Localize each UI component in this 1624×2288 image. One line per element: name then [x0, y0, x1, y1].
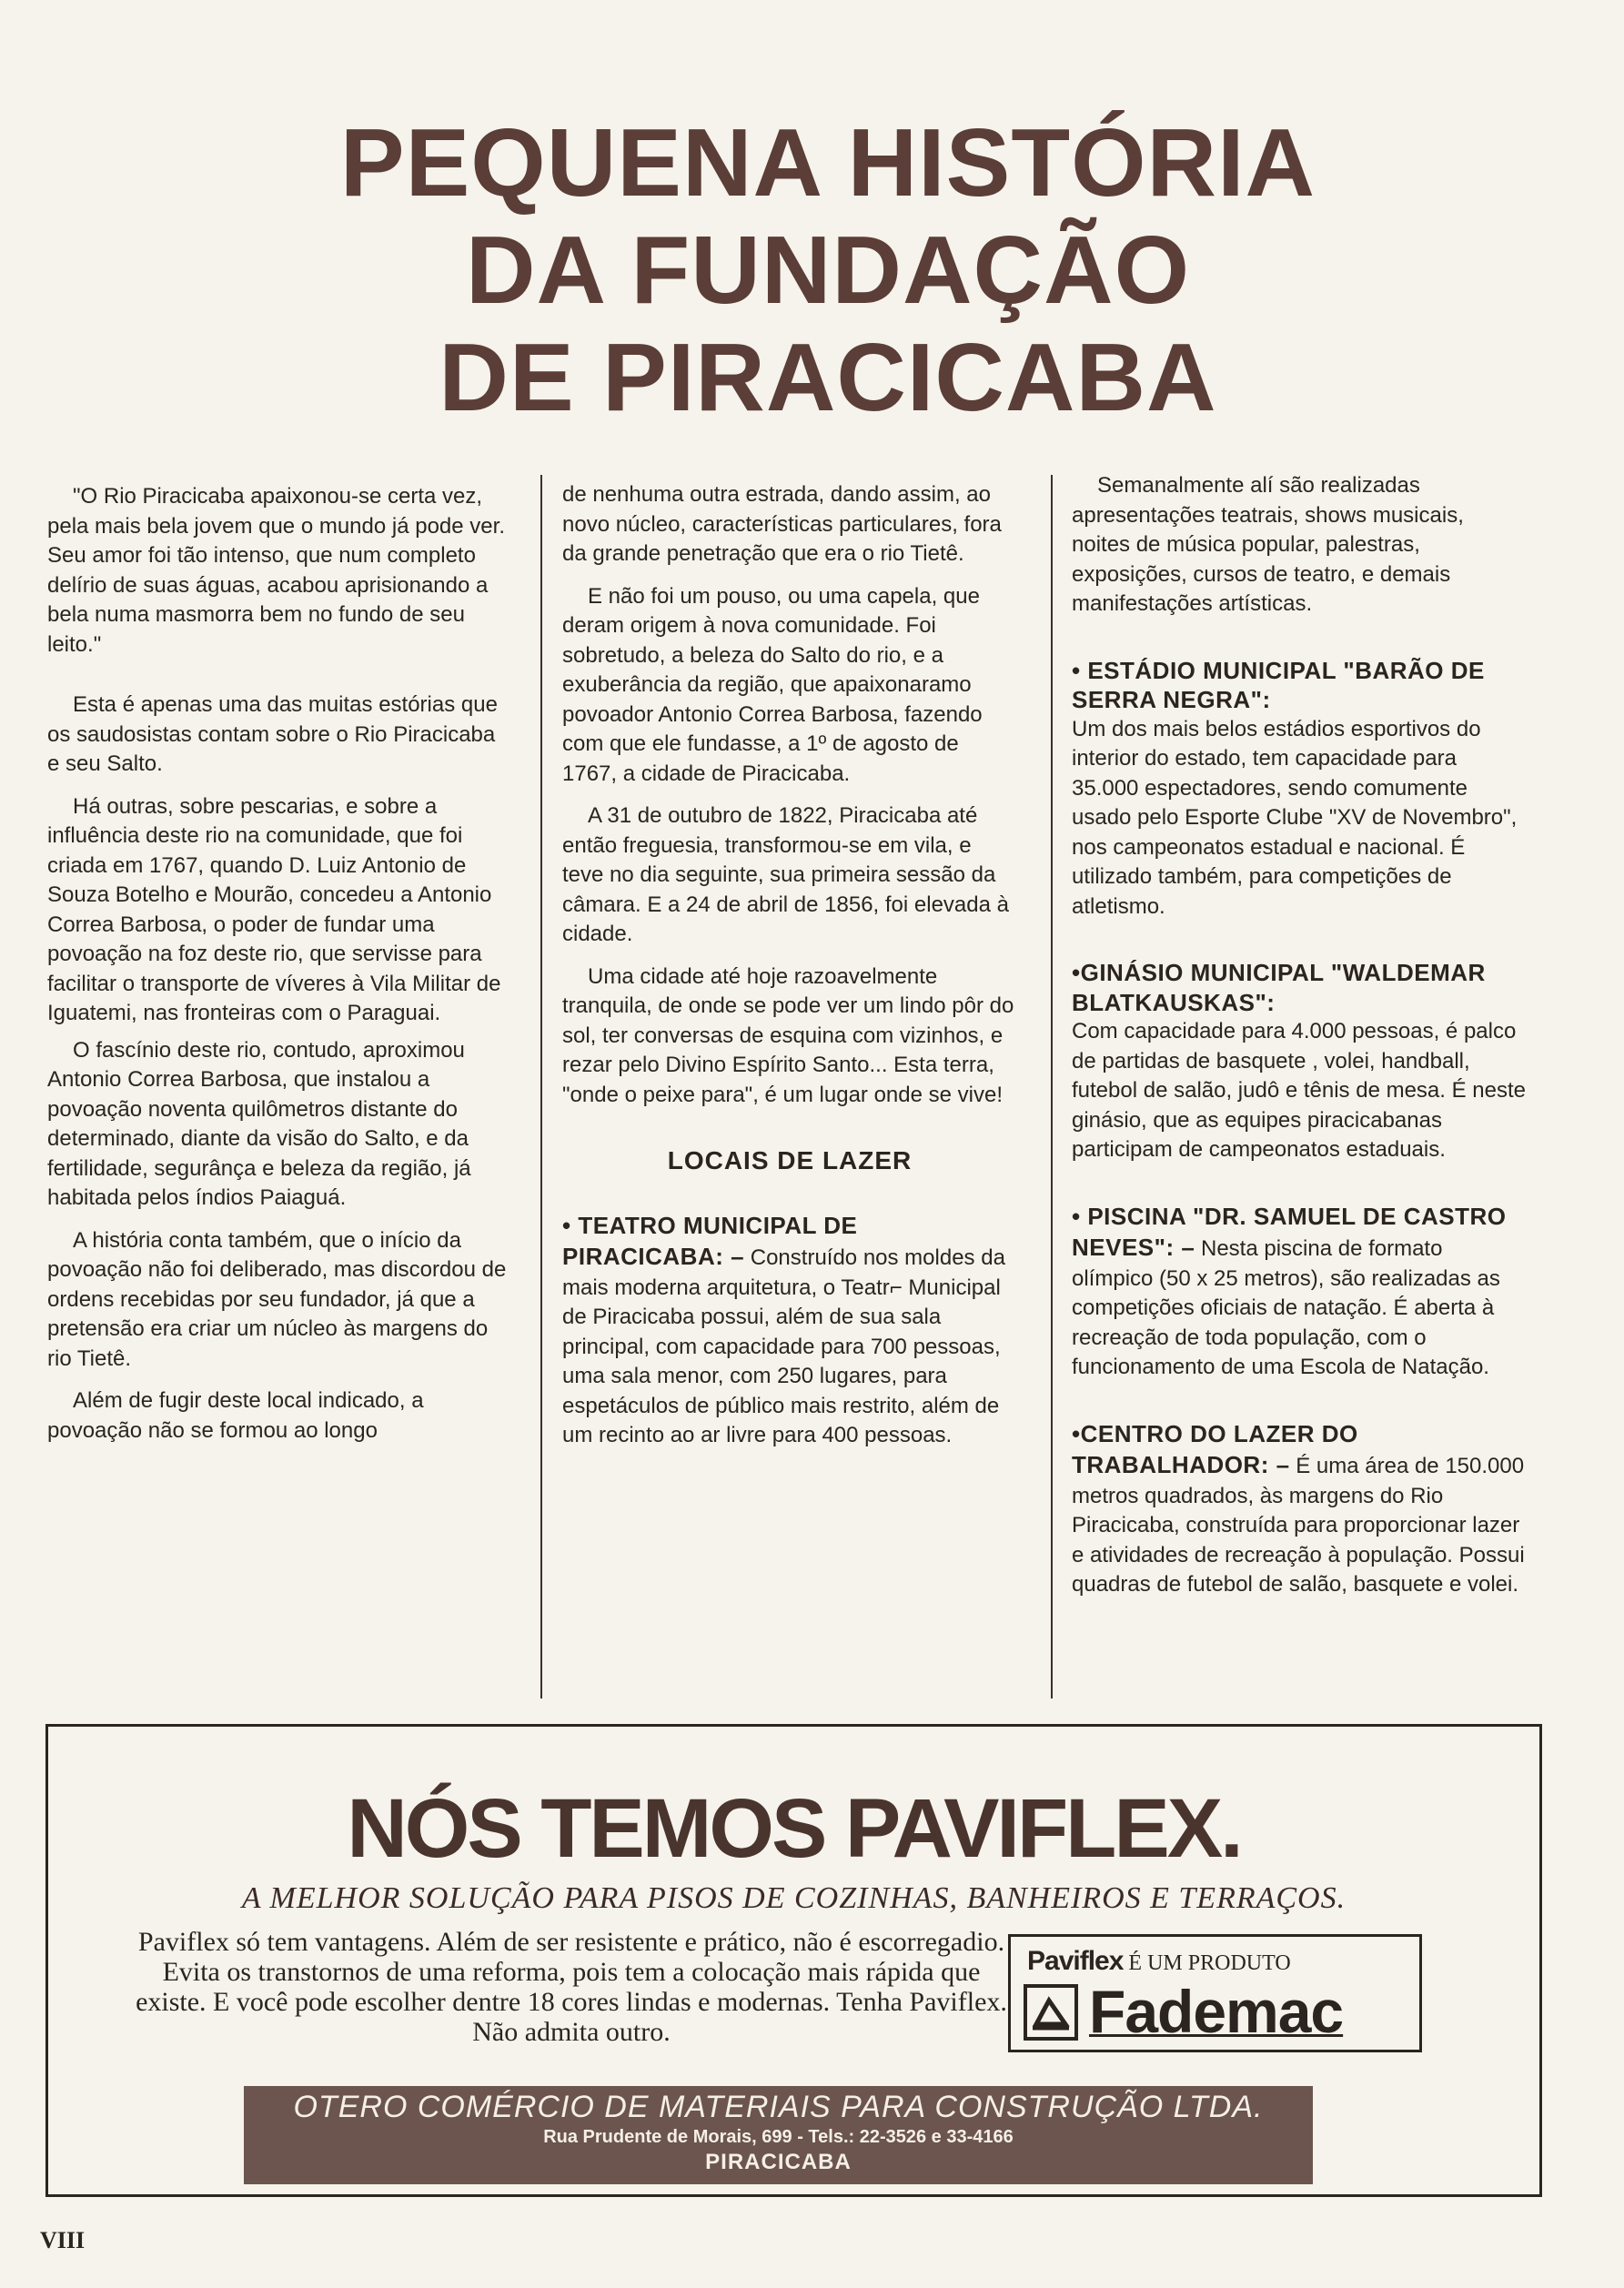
paragraph: de nenhuma outra estrada, dando assim, ao novo núcleo, características particulares, fora da grande penetração que era o rio Tietê.	[562, 482, 1002, 566]
paragraph: Semanalmente alí são realizadas apresentações teatrais, shows musicais, noites de música popular, palestras, exposições, cursos de teatro, e demais manifestações artísticas.	[1072, 473, 1464, 616]
leisure-item-estadio	[1072, 656, 1527, 922]
manufacturer-caption	[1027, 1946, 1291, 1977]
headline-line-3: DE PIRACICABA	[439, 324, 1217, 431]
ad-body-text: Paviflex só tem vantagens. Além de ser resistente e prático, não é escorregadio. Evita os transtornos de uma reforma, pois tem a colocação mais rápida que existe. E você pode escolher dentre 18 cores lindas e modernas. Tenha Paviflex. Não admita outro.	[136, 1927, 1007, 2047]
paviflex-advertisement	[45, 1724, 1542, 2197]
ad-tagline: A MELHOR SOLUÇÃO PARA PISOS DE COZINHAS, BANHEIROS E TERRAÇOS.	[241, 1881, 1347, 1915]
dealer-banner	[244, 2086, 1313, 2184]
fademac-wordmark: Fademac	[1089, 1978, 1344, 2045]
dealer-city: PIRACICABA	[705, 2150, 852, 2174]
leisure-item-teatro	[562, 1211, 1017, 1451]
page-number: VIII	[40, 2227, 86, 2253]
column-divider-1	[540, 475, 542, 1698]
leisure-item-piscina	[1072, 1202, 1527, 1383]
item-text: Com capacidade para 4.000 pessoas, é palco de partidas de basquete , volei, handball, futebol de salão, judô e tênis de mesa. É neste ginásio, que as equipes piracicabanas participam de campeonatos estaduais.	[1072, 1019, 1526, 1162]
item-text: Nesta piscina de formato olímpico (50 x 25 metros), são realizadas as competições oficiais de natação. É aberta à recreação de toda população, com o funcionamento de uma Escola de Natação.	[1072, 1236, 1500, 1379]
item-title: •GINÁSIO MUNICIPAL "WALDEMAR BLATKAUSKAS":	[1072, 959, 1486, 1016]
item-title: • ESTÁDIO MUNICIPAL "BARÃO DE SERRA NEGRA":	[1072, 656, 1485, 713]
leisure-item-ginasio	[1072, 958, 1527, 1165]
paragraph: E não foi um pouso, ou uma capela, que deram origem à nova comunidade. Foi sobretudo, a beleza do Salto do rio, e a exuberância da região, que apaixonaramo povoador Antonio Correa Barbosa, fazendo com que ele fundasse, a 1º de agosto de 1767, a cidade de Piracicaba.	[562, 583, 983, 786]
column-divider-2	[1051, 475, 1053, 1698]
paragraph: O fascínio deste rio, contudo, aproximou Antonio Correa Barbosa, que instalou a povoação noventa quilômetros distante do determinado, diante da visão do Salto, e da fertilidade, segurânça e beleza da região, já habitada pelos índios Paiaguá.	[47, 1037, 471, 1210]
article-column-2	[562, 480, 1017, 1464]
paviflex-wordmark: Paviflex	[1027, 1946, 1124, 1976]
item-title: • TEATRO MUNICIPAL DE PIRACICABA: –	[562, 1211, 858, 1270]
item-text: Um dos mais belos estádios esportivos do interior do estado, tem capacidade para 35.000 espectadores, sendo comumente usado pelo Esporte Clube "XV de Novembro", nos campeonatos estadual e nacional. É utilizado também, para competições de atletismo.	[1072, 716, 1518, 919]
item-title: • PISCINA "DR. SAMUEL DE CASTRO NEVES": –	[1072, 1202, 1507, 1261]
section-heading: LOCAIS DE LAZER	[667, 1146, 913, 1174]
leisure-item-centro	[1072, 1419, 1527, 1600]
paragraph: "O Rio Piracicaba apaixonou-se certa vez, pela mais bela jovem que o mundo já pode ver. Seu amor foi tão intenso, que num completo delírio de suas águas, acabou aprisionando a bela numa masmorra bem no fundo de seu leito."	[47, 484, 505, 657]
paragraph: Esta é apenas uma das muitas estórias que os saudosistas contam sobre o Rio Piracicaba e seu Salto.	[47, 692, 498, 776]
ad-brand-slogan: NÓS TEMOS PAVIFLEX.	[347, 1782, 1241, 1875]
headline-line-1: PEQUENA HISTÓRIA	[339, 109, 1316, 217]
paragraph: A história conta também, que o início da povoação não foi deliberado, mas discordou de ordens recebidas por seu fundador, já que a pretensão era criar um núcleo às margens do rio Tietê.	[47, 1227, 507, 1371]
paragraph: Além de fugir deste local indicado, a povoação não se formou ao longo	[47, 1388, 424, 1443]
article-headline	[237, 109, 1419, 431]
fademac-logo-icon	[1024, 1984, 1078, 2041]
article-column-1	[47, 482, 507, 1458]
item-text: É uma área de 150.000 metros quadrados, às margens do Rio Piracicaba, construída para proporcionar lazer e atividades de recreação à população. Possui quadras de futebol de salão, basquete e volei.	[1072, 1454, 1525, 1597]
dealer-address: Rua Prudente de Morais, 699 - Tels.: 22-3526 e 33-4166	[543, 2127, 1014, 2147]
manufacturer-box	[1008, 1934, 1422, 2052]
dealer-name: OTERO COMÉRCIO DE MATERIAIS PARA CONSTRUÇÃO LTDA.	[293, 2090, 1264, 2124]
paragraph: A 31 de outubro de 1822, Piracicaba até então freguesia, transformou-se em vila, e teve no dia seguinte, sua primeira sessão da câmara. E a 24 de abril de 1856, foi elevada à cidade.	[562, 803, 1009, 946]
headline-line-2: DA FUNDAÇÃO	[465, 217, 1191, 324]
item-text: Construído nos moldes da mais moderna arquitetura, o Teatr⌐ Municipal de Piracicaba possui, além de sua sala principal, com capacidade para 700 pessoas, uma sala menor, com 250 lugares, para espetáculos de público mais restrito, além de um recinto ao ar livre para 400 pessoas.	[562, 1245, 1005, 1447]
paragraph: Uma cidade até hoje razoavelmente tranquila, de onde se pode ver um lindo pôr do sol, ter conversas de esquina com vizinhos, e rezar pelo Divino Espírito Santo... Esta terra, "onde o peixe para", é um lugar onde se vive!	[562, 963, 1014, 1107]
item-title: •CENTRO DO LAZER DO TRABALHADOR: –	[1072, 1419, 1358, 1478]
manufacturer-label: É UM PRODUTO	[1128, 1951, 1291, 1975]
paragraph: Há outras, sobre pescarias, e sobre a influência deste rio na comunidade, que foi criada em 1767, quando D. Luiz Antonio de Souza Botelho e Mourão, concedeu a Antonio Correa Barbosa, o poder de fundar uma povoação na foz deste rio, que servisse para facilitar o transporte de víveres à Vila Militar de Iguatemi, nas fronteiras com o Paraguai.	[47, 793, 501, 1025]
article-column-3	[1072, 471, 1527, 1637]
